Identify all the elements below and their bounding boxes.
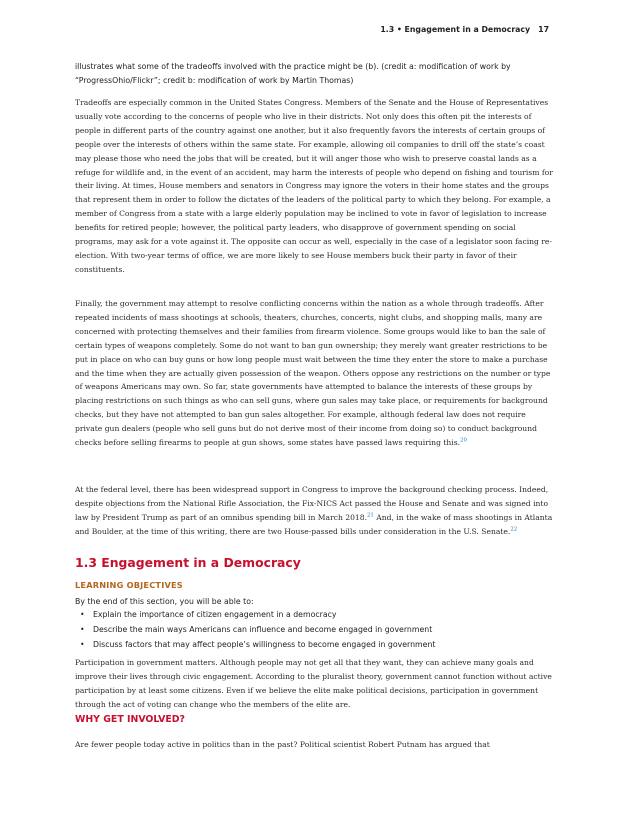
paragraph-text: At the federal level, there has been widespread support in Congress to improve the background checking process. Indeed, despite objections from the National Rifle Association, the Fix-NICS Act passed the House and Senate and was signed into law by President Trump as part of an omnibus spending bill in March 2018. [75, 485, 549, 522]
running-header [75, 25, 549, 34]
subheading-why-get-involved: WHY GET INVOLVED? [75, 714, 185, 725]
learning-objectives-intro: By the end of this section, you will be able to: [75, 597, 254, 606]
objective-item: • Describe the main ways Americans can influence and become engaged in government [75, 622, 435, 637]
paragraph-putnam: Are fewer people today active in politics than in the past? Political scientist Robert Putnam has argued that [75, 740, 490, 749]
page-number: 17 [538, 25, 549, 34]
learning-objectives-list [75, 607, 435, 652]
objective-item: • Explain the importance of citizen engagement in a democracy [75, 607, 435, 622]
objective-item: • Discuss factors that may affect people’s willingness to become engaged in government [75, 637, 435, 652]
paragraph-text-continued: And, in the wake of mass shootings in Atlanta and Boulder, at the time of this writing, there are two House-passed bills under consideration in the U.S. Senate. [75, 512, 553, 536]
paragraph-text: Finally, the government may attempt to resolve conflicting concerns within the nation as a whole through tradeoffs. After repeated incidents of mass shootings at schools, theaters, churches, concerts, night clubs, and shopping malls, many are concerned with protecting themselves and their families from firearm violence. Some groups would like to ban the sale of certain types of weapons completely. Some do not want to ban gun ownership; they merely want greater restrictions to be put in place on who can buy guns or how long people must wait between the time they enter the store to make a purchase and the time when they are actually given possession of the weapon. Others oppose any restrictions on the number or type of weapons Americans may own. So far, state governments have attempted to balance the interests of these groups by placing restrictions on such things as who can sell guns, where gun sales may take place, or requirements for background checks, but they have not attempted to ban gun sales altogether. For example, although federal law does not require private gun dealers (people who sell guns but do not derive most of their income from doing so) to conduct background checks before selling firearms to people at gun shows, some states have passed laws requiring this. [75, 299, 551, 448]
footnote-ref-20[interactable]: 20 [460, 437, 467, 444]
footnote-ref-21[interactable]: 21 [367, 512, 374, 519]
learning-objectives-heading: LEARNING OBJECTIVES [75, 580, 183, 590]
section-title: 1.3 Engagement in a Democracy [75, 555, 301, 570]
paragraph-participation: Participation in government matters. Although people may not get all that they want, they can achieve many goals and improve their lives through civic engagement. According to the pluralist theory, government cannot function without active participation by at least some citizens. Even if we believe the elite make political decisions, participation in government through the act of voting can change who the members of the elite are. [75, 658, 552, 709]
paragraph-firearm-tradeoffs [75, 297, 555, 450]
running-title: 1.3 • Engagement in a Democracy [380, 25, 531, 34]
figure-caption: illustrates what some of the tradeoffs involved with the practice might be (b). (credit a: modification of work by “ProgressOhio/Flickr”; credit b: modification of work by Martin Thomas) [75, 62, 511, 85]
footnote-ref-22[interactable]: 22 [510, 526, 518, 533]
paragraph-congress-tradeoffs: Tradeoffs are especially common in the United States Congress. Members of the Senate and the House of Representatives usually vote according to the concerns of people who live in their districts. Not only does this often pit the interests of people in different parts of the country against one another, but it also frequently favors the interests of certain groups of people over the interests of others within the same state. For example, allowing oil companies to drill off the state’s coast may please those who need the jobs that will be created, but it will anger those who wish to preserve coastal lands as a refuge for wildlife and, in the event of an accident, may harm the interests of people who depend on fishing and tourism for their living. At times, House members and senators in Congress may ignore the voters in their home states and the groups that represent them in order to follow the dictates of the leaders of the political party to which they belong. For example, a member of Congress from a state with a large elderly population may be inclined to vote in favor of legislation to increase benefits for retired people; however, the political party leaders, who disapprove of government spending on social programs, may ask for a vote against it. The opposite can occur as well, especially in the case of a legislator soon facing re-election. With two-year terms of office, we are more likely to see House members buck their party in favor of their constituents. [75, 98, 553, 274]
paragraph-federal-level [75, 483, 555, 539]
